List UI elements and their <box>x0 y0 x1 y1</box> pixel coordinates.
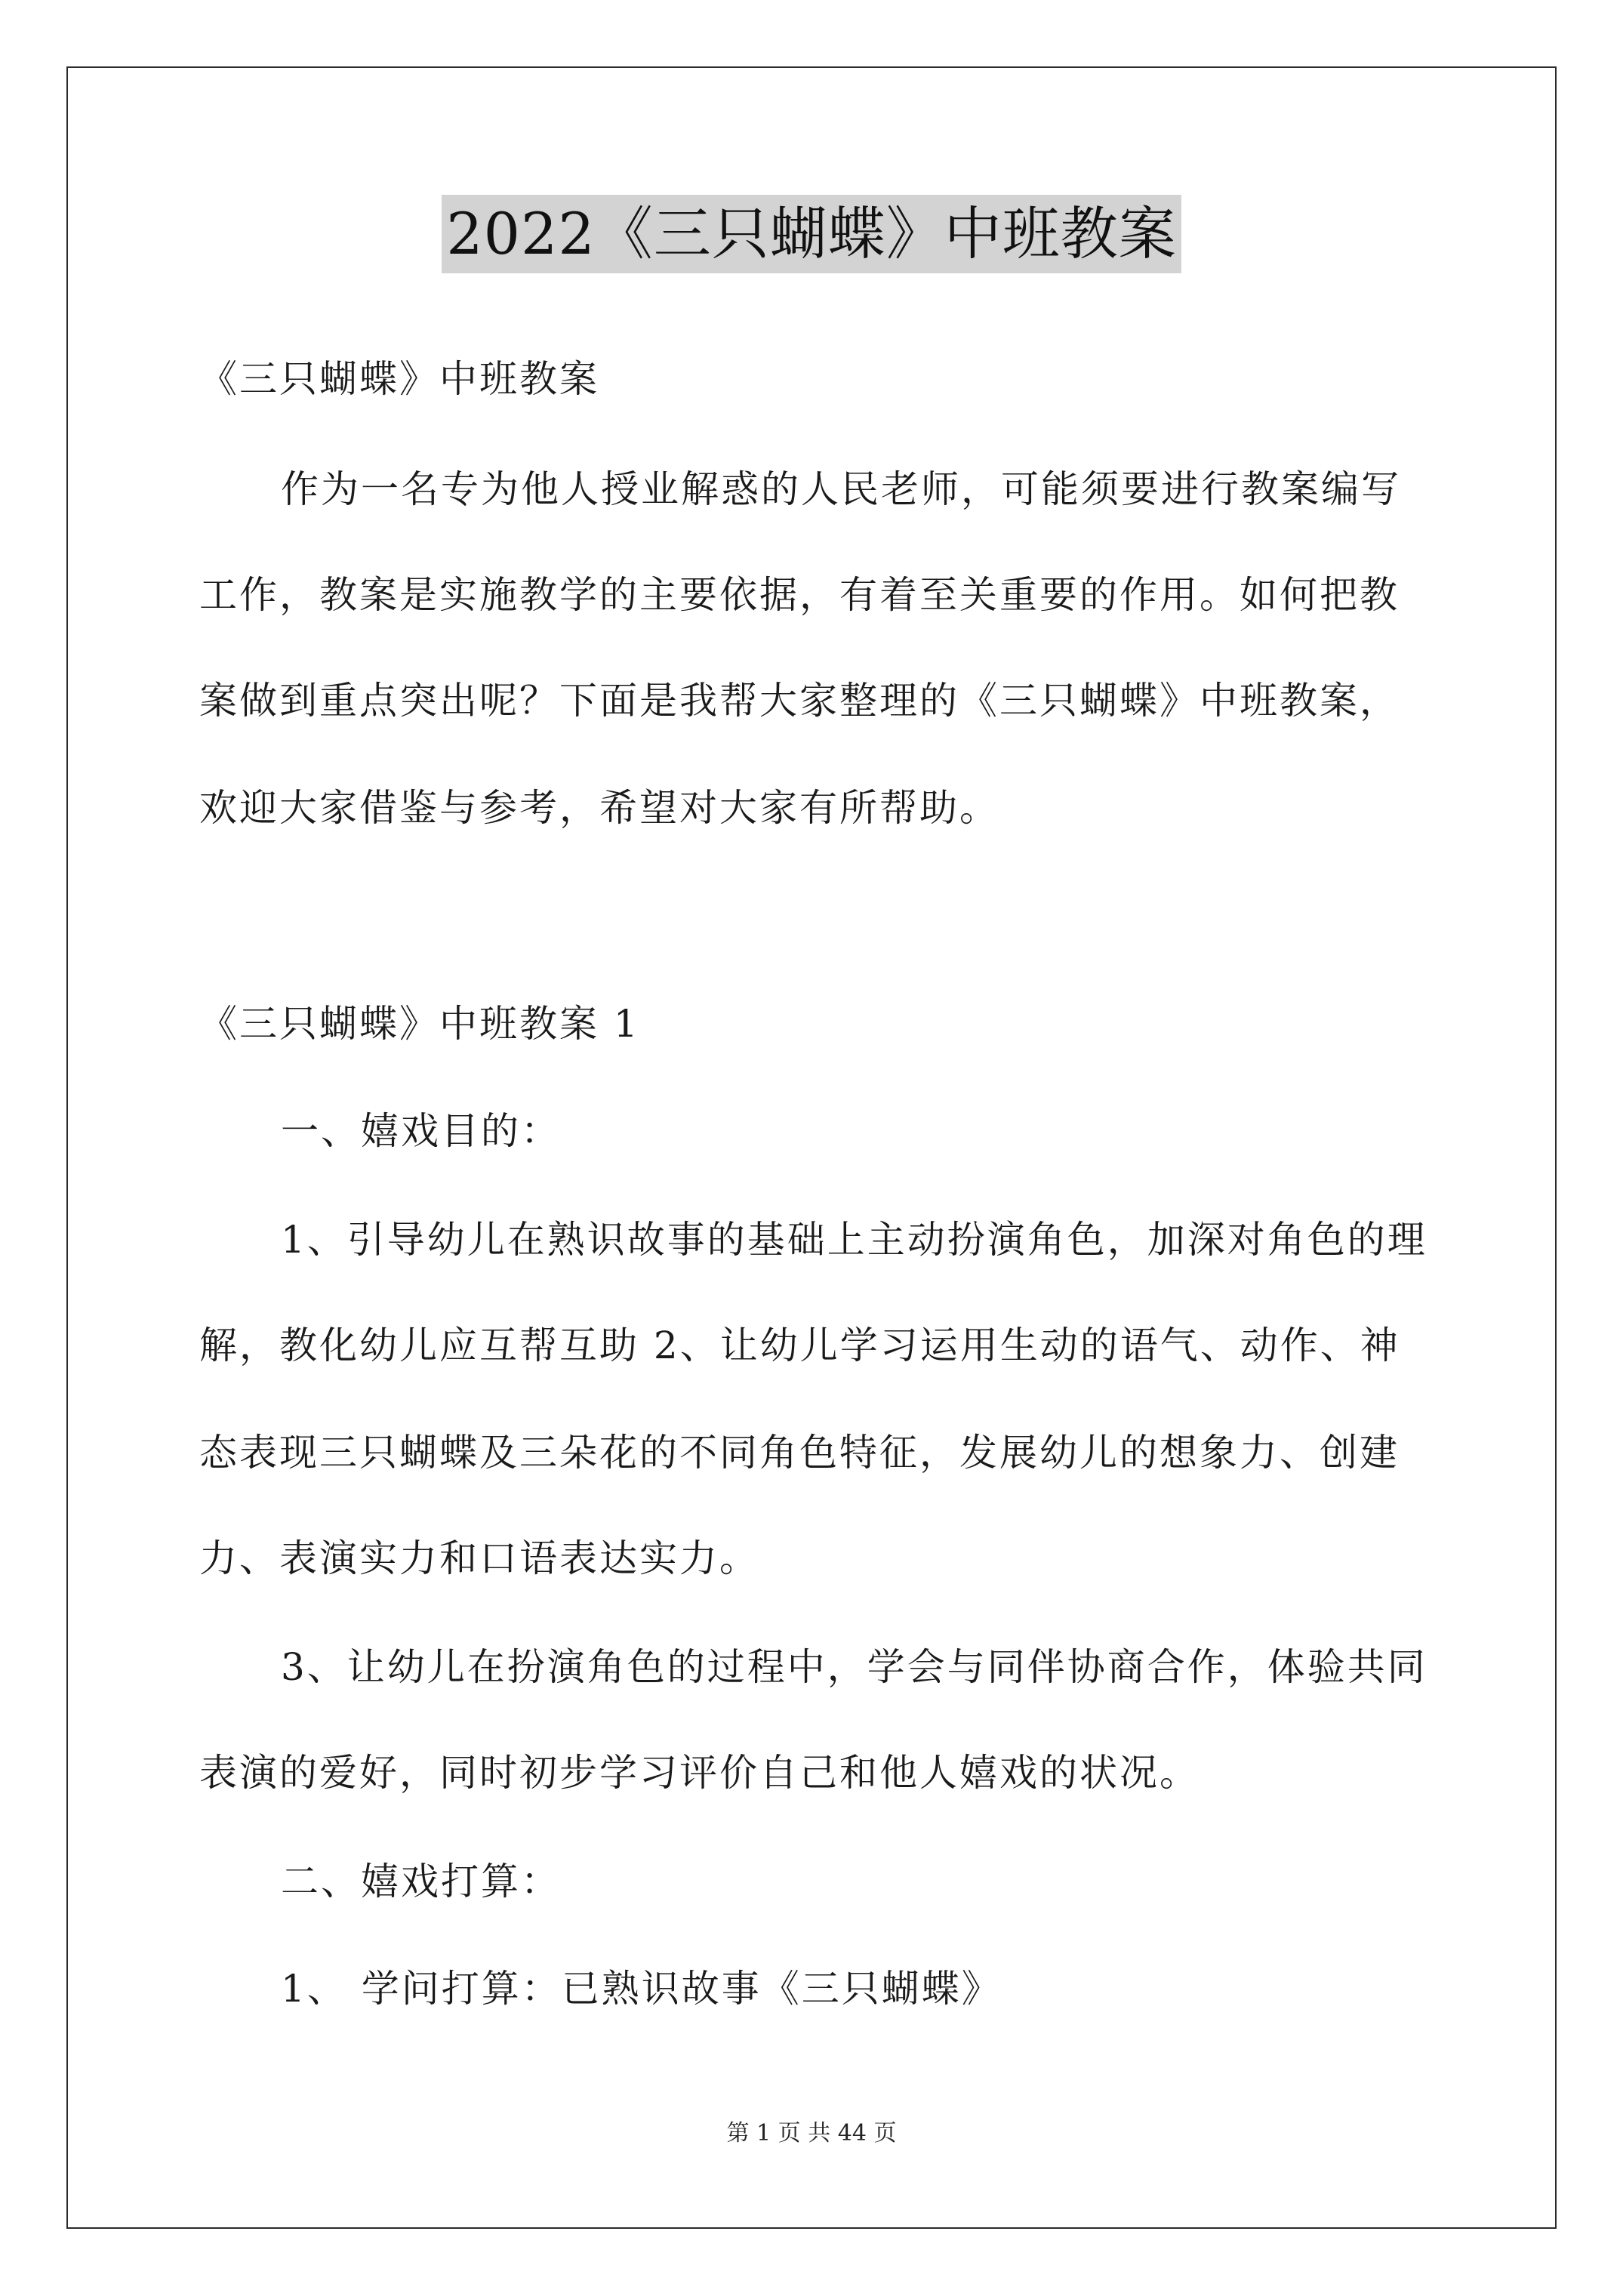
goal-heading: 一、嬉戏目的： <box>281 1109 561 1153</box>
prep-heading: 二、嬉戏打算： <box>281 1860 561 1903</box>
subtitle-line: 《三只蝴蝶》中班教案 <box>199 357 599 401</box>
intro-line-3: 案做到重点突出呢？下面是我帮大家整理的《三只蝴蝶》中班教案， <box>199 679 1400 723</box>
document-title: 2022《三只蝴蝶》中班教案 <box>442 195 1181 273</box>
intro-line-1: 作为一名专为他人授业解惑的人民老师，可能须要进行教案编写 <box>281 467 1401 511</box>
goal-line-4: 力、表演实力和口语表达实力。 <box>199 1536 759 1580</box>
intro-line-2: 工作，教案是实施教学的主要依据，有着至关重要的作用。如何把教 <box>199 573 1400 617</box>
intro-line-4: 欢迎大家借鉴与参考，希望对大家有所帮助。 <box>199 786 999 830</box>
goal-line-6: 表演的爱好，同时初步学习评价自己和他人嬉戏的状况。 <box>199 1751 1200 1795</box>
goal-line-2: 解，教化幼儿应互帮互助 2、让幼儿学习运用生动的语气、动作、神 <box>199 1324 1400 1367</box>
goal-line-5: 3、让幼儿在扮演角色的过程中，学会与同伴协商合作，体验共同 <box>281 1645 1427 1689</box>
page-footer: 第 1 页 共 44 页 <box>726 2120 897 2147</box>
goal-line-3: 态表现三只蝴蝶及三朵花的不同角色特征，发展幼儿的想象力、创建 <box>199 1431 1400 1475</box>
prep-line-1: 1、 学问打算：已熟识故事《三只蝴蝶》 <box>281 1967 1002 2011</box>
section-heading-1: 《三只蝴蝶》中班教案 1 <box>199 1002 640 1046</box>
title-container <box>0 195 1623 273</box>
goal-line-1: 1、引导幼儿在熟识故事的基础上主动扮演角色，加深对角色的理 <box>281 1218 1427 1262</box>
